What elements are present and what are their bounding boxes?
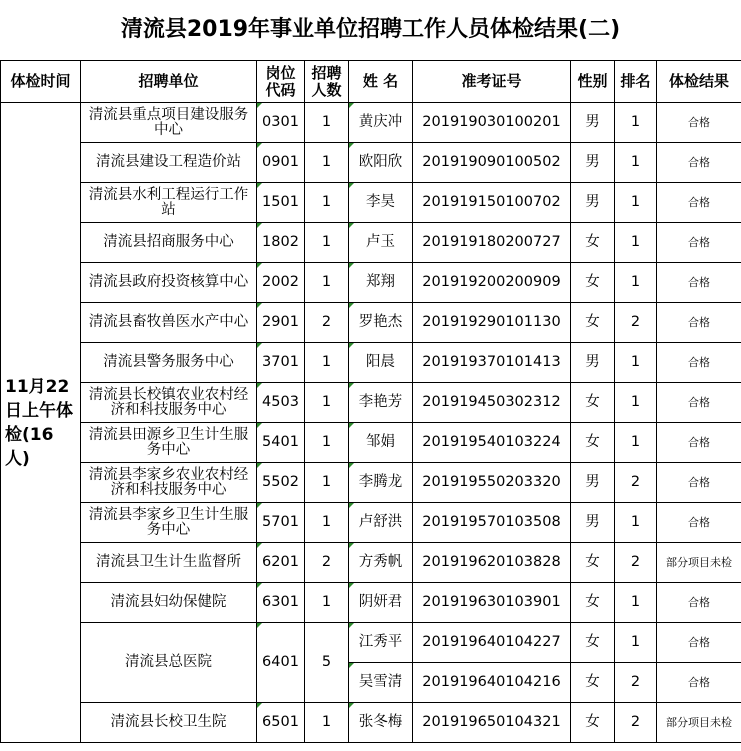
name-cell: 邹娟: [349, 423, 413, 463]
table-row: [1, 703, 741, 743]
rank-cell: 1: [615, 423, 657, 463]
header-time: 体检时间: [1, 61, 81, 103]
code-cell: 6501: [257, 703, 305, 743]
code-cell: 1501: [257, 183, 305, 223]
header-row: [1, 61, 741, 103]
count-cell: 1: [305, 423, 349, 463]
gender-cell: 女: [571, 543, 615, 583]
name-cell: 罗艳杰: [349, 303, 413, 343]
gender-cell: 男: [571, 183, 615, 223]
count-cell: 2: [305, 543, 349, 583]
result-cell: 合格: [657, 423, 741, 463]
rank-cell: 1: [615, 103, 657, 143]
table-row: [1, 583, 741, 623]
count-cell: 1: [305, 263, 349, 303]
table-row: [1, 463, 741, 503]
gender-cell: 女: [571, 703, 615, 743]
result-cell: 合格: [657, 103, 741, 143]
unit-cell: 清流县长校卫生院: [81, 703, 257, 743]
exam-no-cell: 201919640104227: [413, 623, 571, 663]
header-exam-no: 准考证号: [413, 61, 571, 103]
unit-cell: 清流县李家乡卫生计生服务中心: [81, 503, 257, 543]
exam-no-cell: 201919620103828: [413, 543, 571, 583]
exam-no-cell: 201919150100702: [413, 183, 571, 223]
exam-no-cell: 201919180200727: [413, 223, 571, 263]
count-cell: 1: [305, 503, 349, 543]
unit-cell: 清流县妇幼保健院: [81, 583, 257, 623]
unit-cell: 清流县李家乡农业农村经济和科技服务中心: [81, 463, 257, 503]
table-row: [1, 423, 741, 463]
name-cell: 阴妍君: [349, 583, 413, 623]
rank-cell: 1: [615, 183, 657, 223]
header-unit: 招聘单位: [81, 61, 257, 103]
unit-cell: 清流县田源乡卫生计生服务中心: [81, 423, 257, 463]
name-cell: 方秀帆: [349, 543, 413, 583]
name-cell: 张冬梅: [349, 703, 413, 743]
table-row: [1, 143, 741, 183]
result-cell: 部分项目未检: [657, 543, 741, 583]
unit-cell: 清流县畜牧兽医水产中心: [81, 303, 257, 343]
name-cell: 李腾龙: [349, 463, 413, 503]
code-cell: 1802: [257, 223, 305, 263]
gender-cell: 女: [571, 583, 615, 623]
result-cell: 合格: [657, 263, 741, 303]
table-row: [1, 503, 741, 543]
count-cell: 1: [305, 703, 349, 743]
exam-no-cell: 201919630103901: [413, 583, 571, 623]
rank-cell: 1: [615, 343, 657, 383]
name-cell: 李昊: [349, 183, 413, 223]
table-row: [1, 303, 741, 343]
rank-cell: 1: [615, 263, 657, 303]
rank-cell: 2: [615, 303, 657, 343]
code-cell: 2002: [257, 263, 305, 303]
name-cell: 江秀平: [349, 623, 413, 663]
table-row: [1, 383, 741, 423]
unit-cell: 清流县重点项目建设服务中心: [81, 103, 257, 143]
result-cell: 合格: [657, 663, 741, 703]
rank-cell: 1: [615, 143, 657, 183]
table-row: [1, 343, 741, 383]
unit-cell: 清流县长校镇农业农村经济和科技服务中心: [81, 383, 257, 423]
table-row: [1, 623, 741, 663]
gender-cell: 女: [571, 263, 615, 303]
table-row: [1, 543, 741, 583]
unit-cell: 清流县卫生计生监督所: [81, 543, 257, 583]
header-gender: 性别: [571, 61, 615, 103]
gender-cell: 男: [571, 103, 615, 143]
exam-no-cell: 201919640104216: [413, 663, 571, 703]
unit-cell: 清流县警务服务中心: [81, 343, 257, 383]
count-cell: 1: [305, 223, 349, 263]
result-cell: 合格: [657, 623, 741, 663]
gender-cell: 女: [571, 303, 615, 343]
exam-no-cell: 201919290101130: [413, 303, 571, 343]
code-cell: 5401: [257, 423, 305, 463]
rank-cell: 1: [615, 503, 657, 543]
exam-no-cell: 201919030100201: [413, 103, 571, 143]
count-cell: 5: [305, 623, 349, 703]
count-cell: 1: [305, 343, 349, 383]
count-cell: 1: [305, 583, 349, 623]
exam-no-cell: 201919370101413: [413, 343, 571, 383]
count-cell: 1: [305, 183, 349, 223]
result-cell: 合格: [657, 143, 741, 183]
exam-no-cell: 201919540103224: [413, 423, 571, 463]
exam-no-cell: 201919550203320: [413, 463, 571, 503]
rank-cell: 1: [615, 583, 657, 623]
gender-cell: 女: [571, 623, 615, 663]
table-row: [1, 103, 741, 143]
unit-cell: 清流县招商服务中心: [81, 223, 257, 263]
exam-no-cell: 201919090100502: [413, 143, 571, 183]
code-cell: 0301: [257, 103, 305, 143]
gender-cell: 男: [571, 343, 615, 383]
unit-cell: 清流县建设工程造价站: [81, 143, 257, 183]
name-cell: 阳晨: [349, 343, 413, 383]
result-cell: 合格: [657, 583, 741, 623]
header-code: 岗位代码: [257, 61, 305, 103]
name-cell: 卢舒洪: [349, 503, 413, 543]
code-cell: 0901: [257, 143, 305, 183]
gender-cell: 男: [571, 143, 615, 183]
unit-cell: 清流县政府投资核算中心: [81, 263, 257, 303]
code-cell: 5502: [257, 463, 305, 503]
name-cell: 郑翔: [349, 263, 413, 303]
count-cell: 1: [305, 103, 349, 143]
code-cell: 6301: [257, 583, 305, 623]
code-cell: 6401: [257, 623, 305, 703]
rank-cell: 2: [615, 543, 657, 583]
rank-cell: 2: [615, 463, 657, 503]
exam-no-cell: 201919650104321: [413, 703, 571, 743]
result-cell: 合格: [657, 303, 741, 343]
exam-no-cell: 201919200200909: [413, 263, 571, 303]
name-cell: 欧阳欣: [349, 143, 413, 183]
rank-cell: 1: [615, 223, 657, 263]
name-cell: 卢玉: [349, 223, 413, 263]
gender-cell: 女: [571, 223, 615, 263]
rank-cell: 1: [615, 383, 657, 423]
count-cell: 1: [305, 463, 349, 503]
rank-cell: 2: [615, 703, 657, 743]
code-cell: 5701: [257, 503, 305, 543]
name-cell: 吴雪清: [349, 663, 413, 703]
results-table: [0, 60, 741, 743]
result-cell: 合格: [657, 463, 741, 503]
code-cell: 6201: [257, 543, 305, 583]
header-result: 体检结果: [657, 61, 741, 103]
result-cell: 合格: [657, 503, 741, 543]
code-cell: 2901: [257, 303, 305, 343]
count-cell: 2: [305, 303, 349, 343]
gender-cell: 女: [571, 423, 615, 463]
header-name: 姓 名: [349, 61, 413, 103]
header-count: 招聘人数: [305, 61, 349, 103]
page-title: 清流县2019年事业单位招聘工作人员体检结果(二): [0, 0, 741, 61]
count-cell: 1: [305, 383, 349, 423]
result-cell: 合格: [657, 383, 741, 423]
gender-cell: 男: [571, 463, 615, 503]
exam-no-cell: 201919570103508: [413, 503, 571, 543]
unit-cell: 清流县水利工程运行工作站: [81, 183, 257, 223]
rank-cell: 2: [615, 663, 657, 703]
name-cell: 黄庆冲: [349, 103, 413, 143]
table-row: [1, 223, 741, 263]
header-rank: 排名: [615, 61, 657, 103]
result-cell: 合格: [657, 343, 741, 383]
name-cell: 李艳芳: [349, 383, 413, 423]
code-cell: 3701: [257, 343, 305, 383]
table-row: [1, 263, 741, 303]
count-cell: 1: [305, 143, 349, 183]
gender-cell: 女: [571, 663, 615, 703]
gender-cell: 女: [571, 383, 615, 423]
exam-no-cell: 201919450302312: [413, 383, 571, 423]
unit-cell: 清流县总医院: [81, 623, 257, 703]
result-cell: 合格: [657, 223, 741, 263]
code-cell: 4503: [257, 383, 305, 423]
result-cell: 部分项目未检: [657, 703, 741, 743]
exam-time-cell: 11月22日上午体检(16人): [1, 103, 81, 743]
result-cell: 合格: [657, 183, 741, 223]
table-row: [1, 183, 741, 223]
gender-cell: 男: [571, 503, 615, 543]
rank-cell: 1: [615, 623, 657, 663]
